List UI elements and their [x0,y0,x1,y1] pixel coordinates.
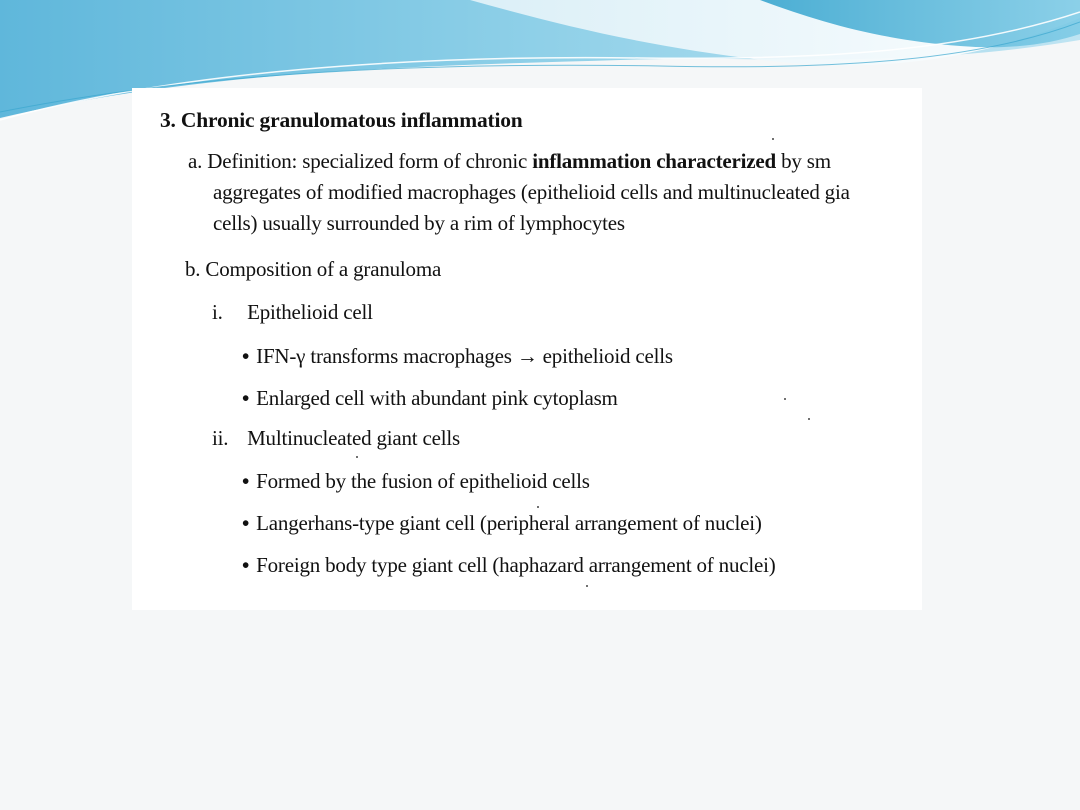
bullet-item [242,343,673,369]
bullet-text: Foreign body type giant cell (haphazard arrangement of nuclei) [256,553,776,577]
definition-line-1 [188,148,831,174]
definition-text-bold: inflammation characterized [532,149,777,173]
scan-speck [772,138,774,140]
bullet-text: Enlarged cell with abundant pink cytoplasm [256,386,618,410]
subitem-marker: i. [212,300,223,324]
scan-speck [537,506,539,508]
subitem-marker: ii. [212,426,229,450]
scan-speck [808,418,810,420]
definition-line-2: aggregates of modified macrophages (epithelioid cells and multinucleated gia [213,180,850,204]
definition-line-3: cells) usually surrounded by a rim of lymphocytes [213,211,625,235]
section-heading [160,107,523,133]
bullet-dot: • [242,511,250,535]
bullet-dot: • [242,553,250,577]
scanned-text-image [132,88,922,610]
bullet-dot: • [242,386,250,410]
definition-marker: a. [188,149,203,173]
subitem-title: Epithelioid cell [247,300,373,324]
composition-heading [185,256,441,282]
bullet-text: IFN-γ transforms macrophages → epithelioid cells [256,344,673,368]
bullet-item [242,468,590,494]
section-title: Chronic granulomatous inflammation [180,108,523,132]
scan-speck [356,456,358,458]
scan-speck [784,398,786,400]
section-number: 3. [160,108,176,132]
subitem-epithelioid [212,299,373,325]
subitem-title: Multinucleated giant cells [247,426,460,450]
bullet-item [242,552,776,578]
bullet-dot: • [242,469,250,493]
bullet-text: Langerhans-type giant cell (peripheral arrangement of nuclei) [256,511,762,535]
composition-marker: b. [185,257,201,281]
bullet-text: Formed by the fusion of epithelioid cells [256,469,590,493]
scan-speck [586,585,588,587]
definition-text-post: by sm [776,149,831,173]
bullet-dot: • [242,344,250,368]
definition-text-pre: Definition: specialized form of chronic [207,149,533,173]
bullet-item [242,385,618,411]
composition-title: Composition of a granuloma [205,257,442,281]
subitem-multinucleated [212,425,460,451]
bullet-item [242,510,762,536]
